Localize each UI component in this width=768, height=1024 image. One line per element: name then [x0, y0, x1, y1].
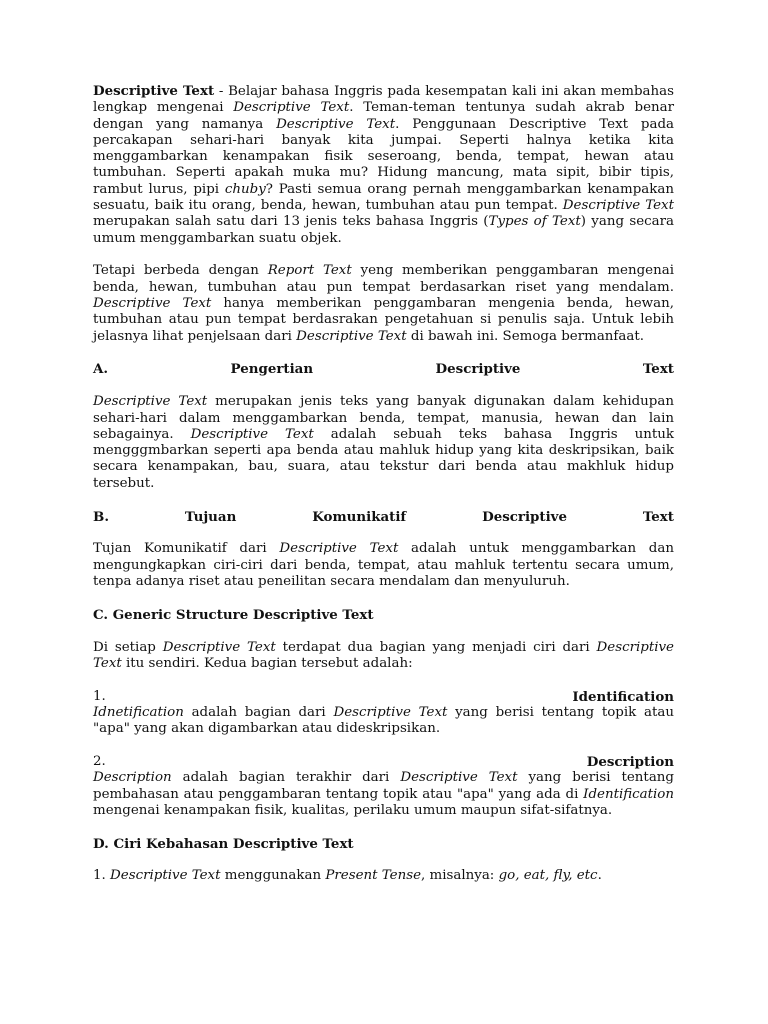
document-title: Descriptive Text: [93, 83, 215, 99]
intro-paragraph: Descriptive Text - Belajar bahasa Inggris pada kesempatan kali ini akan membahas lengkap mengenai Descriptive Text. Teman-teman tentunya sudah akrab benar dengan yang namanya Descriptive Text. Penggunaan Descriptive Text pada percakapan sehari-hari banyak kita jumpai. Seperti halnya ketika kita menggambarkan kenampakan fisik seseroang, benda, tempat, hewan atau tumbuhan. Seperti apakah muka mu? Hidung mancung, mata sipit, bibir tipis, rambut lurus, pipi chuby? Pasti semua orang pernah menggambarkan kenampakan sesuatu, baik itu orang, benda, hewan, tumbuhan atau pun tempat. Descriptive Text merupakan salah satu dari 13 jenis teks bahasa Inggris (Types of Text) yang secara umum menggambarkan suatu objek.: [93, 83, 675, 246]
section-d-heading: D. Ciri Kebahasan Descriptive Text: [93, 835, 354, 852]
section-a-heading: A. Pengertian Descriptive Text: [93, 361, 674, 378]
section-d-item-1: 1. Descriptive Text menggunakan Present Tense, misalnya: go, eat, fly, etc.: [93, 868, 602, 884]
description-paragraph: Description adalah bagian terakhir dari Descriptive Text yang berisi tentang pembahasan atau penggambaran tentang topik atau "apa" yang ada di Identification mengenai kenampakan fisik, kualitas, perilaku umum maupun sifat-sifatnya.: [93, 770, 674, 818]
section-c-heading: C. Generic Structure Descriptive Text: [93, 606, 374, 623]
description-item-title: 2. Description: [93, 754, 674, 770]
section-c-paragraph: Di setiap Descriptive Text terdapat dua bagian yang menjadi ciri dari Descriptive Text itu sendiri. Kedua bagian tersebut adalah:: [93, 639, 674, 671]
section-b-heading: B. Tujuan Komunikatif Descriptive Text: [93, 508, 674, 525]
identification-item-title: 1. Identification: [93, 688, 674, 705]
section-b-paragraph: Tujan Komunikatif dari Descriptive Text adalah untuk menggambarkan dan mengungkapkan ciri-ciri dari benda, tempat, atau mahluk tertentu secara umum, tenpa adanya riset atau peneilitan secara mendalam dan menyuluruh.: [93, 541, 674, 589]
second-paragraph: Tetapi berbeda dengan Report Text yeng memberikan penggambaran mengenai benda, hewan, tumbuhan atau pun tempat berdasarkan riset yang mendalam. Descriptive Text hanya memberikan penggambaran mengenia benda, hewan, tumbuhan atau pun tempat berdasrakan pengetahuan si penulis saja. Untuk lebih jelasnya lihat penjelsaan dari Descriptive Text di bawah ini. Semoga bermanfaat.: [93, 263, 674, 344]
identification-paragraph: Idnetification adalah bagian dari Descriptive Text yang berisi tentang topik atau "apa" yang akan digambarkan atau dideskripsikan.: [93, 704, 674, 737]
section-a-paragraph: Descriptive Text merupakan jenis teks yang banyak digunakan dalam kehidupan sehari-hari dalam menggambarkan benda, tempat, manusia, hewan dan lain sebagainya. Descriptive Text adalah sebuah teks bahasa Inggris untuk mengggmbarkan seperti apa benda atau mahluk hidup yang kita deskripsikan, baik secara kenampakan, bau, suara, atau tekstur dari benda atau makhluk hidup tersebut.: [93, 394, 675, 491]
document-page: [93, 83, 674, 885]
